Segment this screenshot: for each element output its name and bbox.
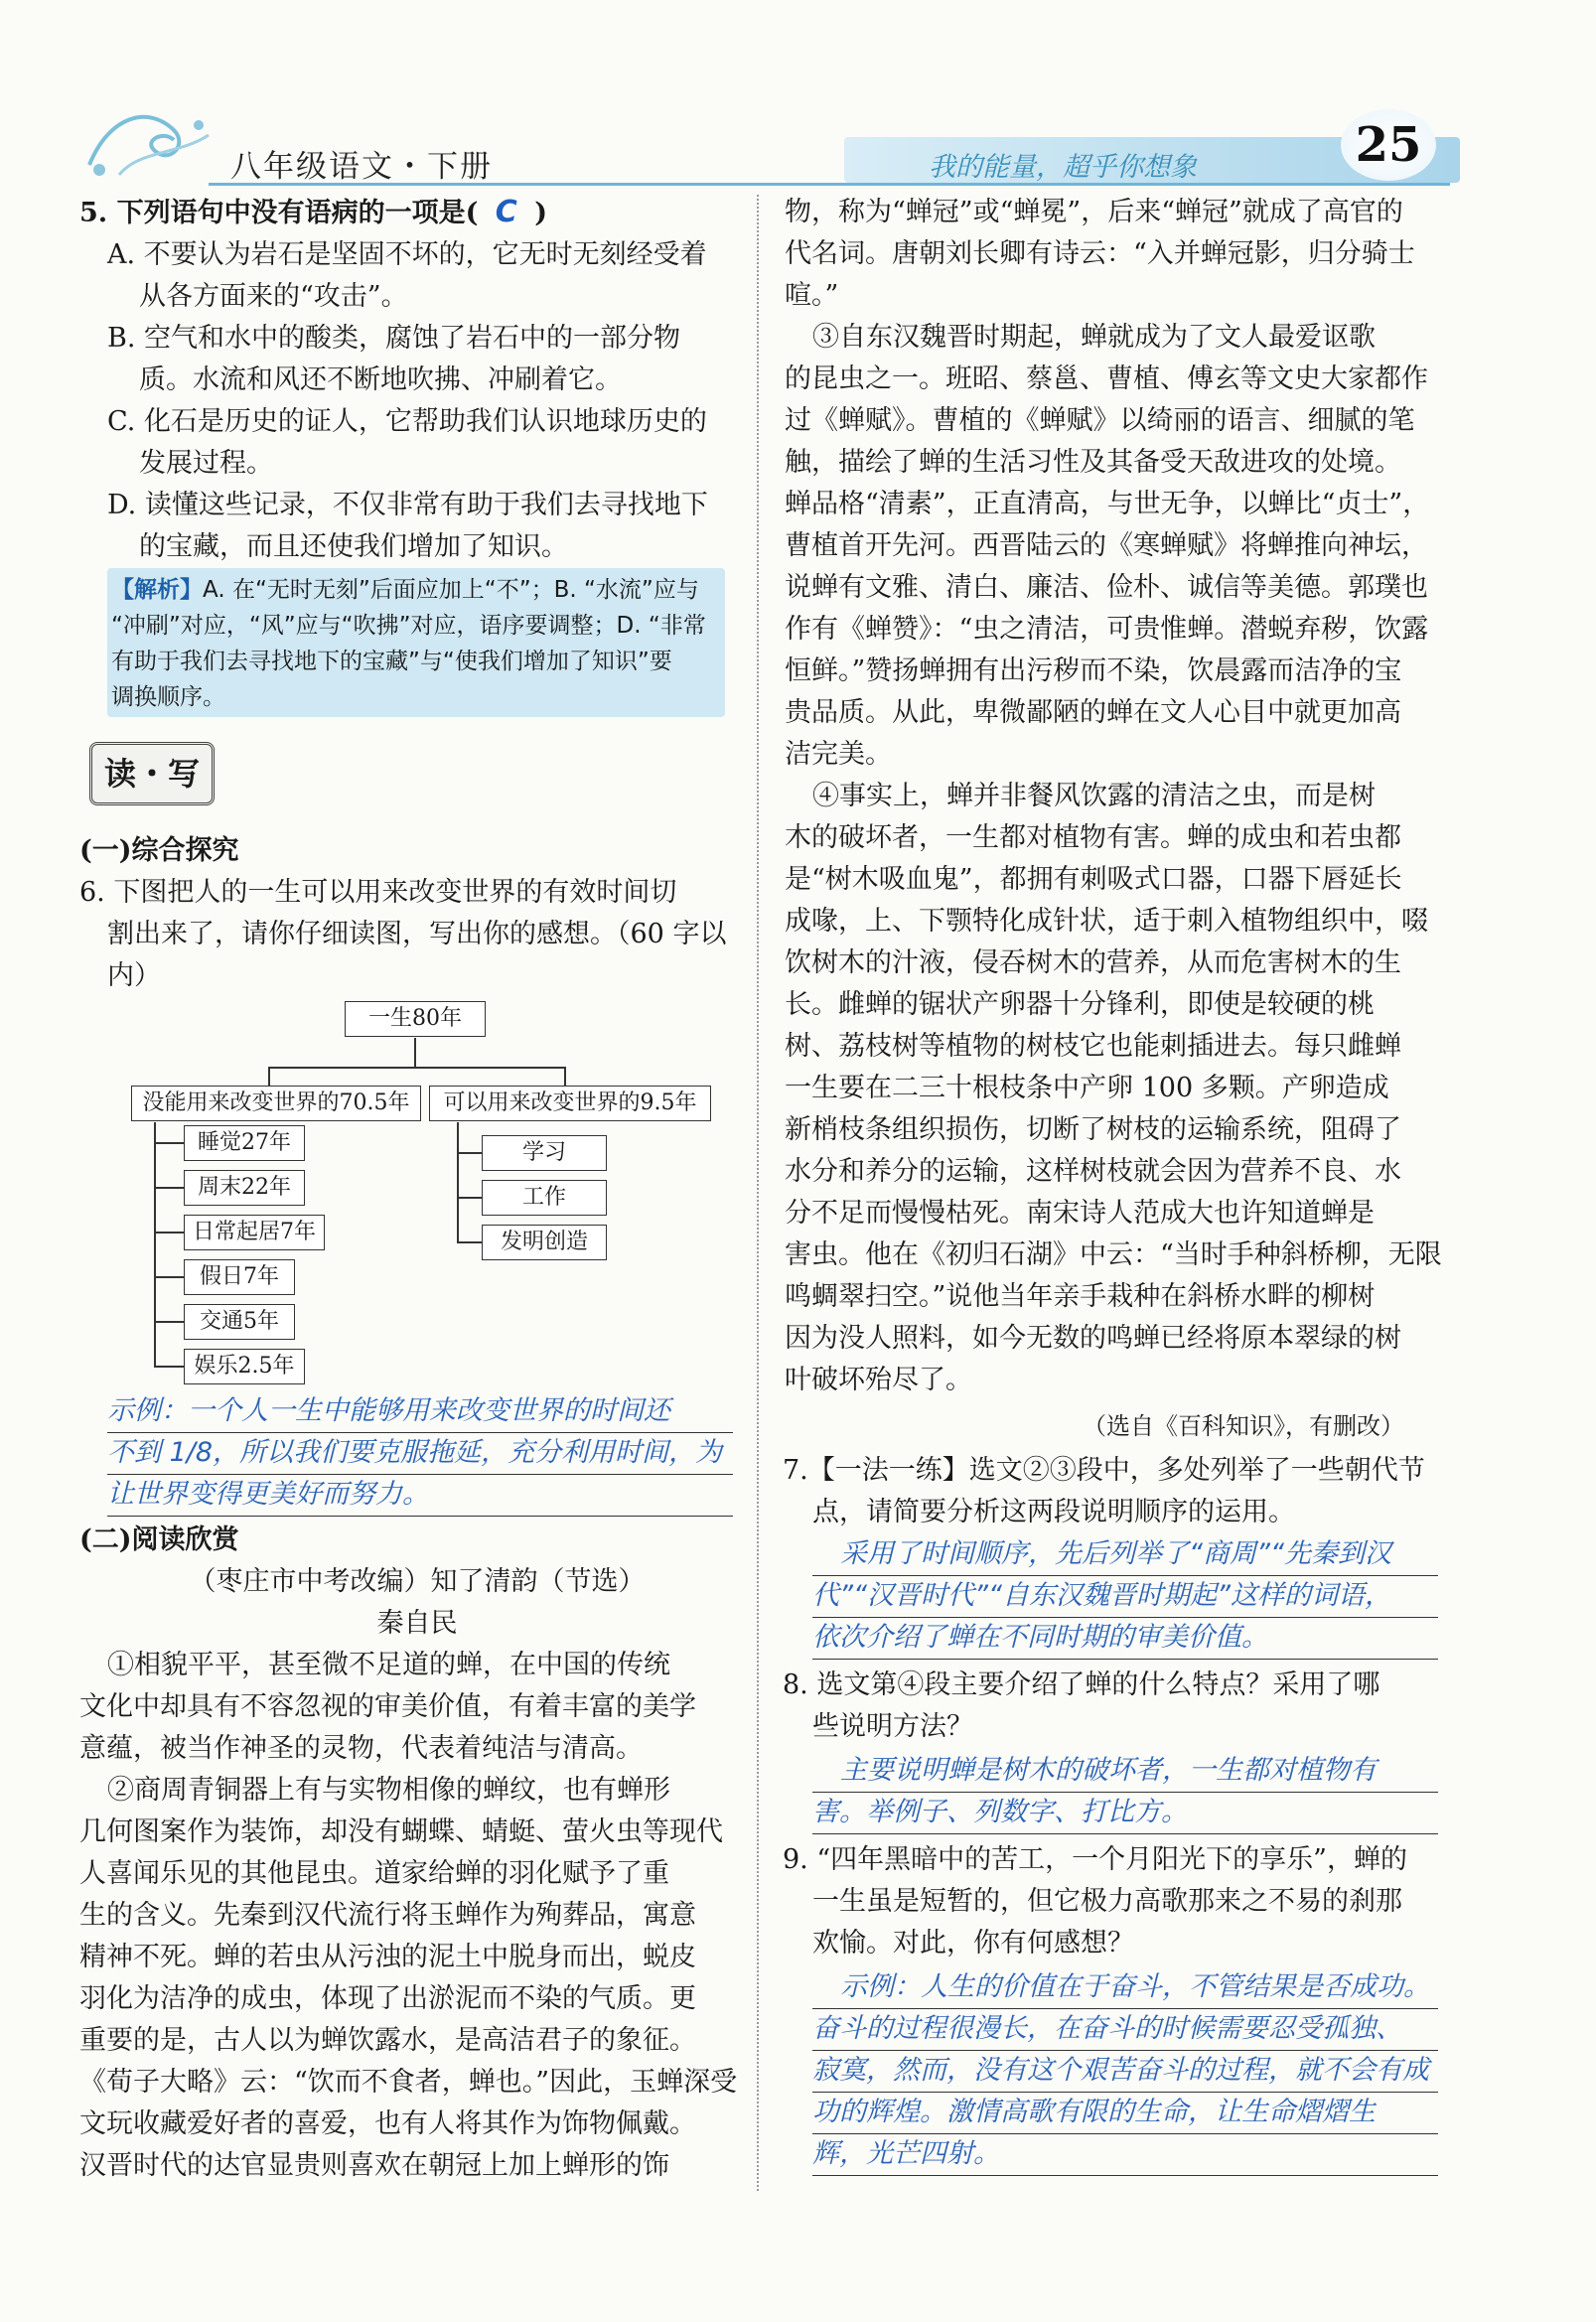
article-line: 精神不死。蝉的若虫从污浊的泥土中脱身而出，蜕皮 bbox=[79, 1942, 696, 1972]
q5-option-line: 发展过程。 bbox=[139, 448, 273, 479]
article-line: 汉晋时代的达官显贵则喜欢在朝冠上加上蝉形的饰 bbox=[79, 2150, 669, 2181]
article-line: 因为没人照料，如今无数的鸣蝉已经将原本翠绿的树 bbox=[785, 1323, 1401, 1354]
article-line: 蝉品格“清素”，正直清高，与世无争，以蝉比“贞士”， bbox=[785, 489, 1430, 519]
article-line: 叶破坏殆尽了。 bbox=[785, 1365, 972, 1395]
part2-title: (二)阅读欣赏 bbox=[79, 1524, 239, 1555]
q6-line: 割出来了，请你仔细读图，写出你的感想。（60 字以 bbox=[107, 919, 727, 949]
analysis-line: “冲刷”对应，“风”应与“吹拂”对应，语序要调整；D. “非常 bbox=[111, 613, 706, 639]
article-line: 一生要在二三十根枝条中产卵 100 多颗。产卵造成 bbox=[785, 1073, 1389, 1103]
q7-answer-line: 采用了时间顺序，先后列举了“商周”“先秦到汉 bbox=[840, 1538, 1391, 1569]
q6-answer-line: 示例：一个人一生中能够用来改变世界的时间还 bbox=[107, 1395, 670, 1426]
article-line: 代名词。唐朝刘长卿有诗云：“入并蝉冠影，归分骑士 bbox=[785, 238, 1415, 269]
article-line: 物，称为“蝉冠”或“蝉冕”，后来“蝉冠”就成了高官的 bbox=[785, 197, 1403, 227]
analysis-line: 调换顺序。 bbox=[111, 684, 225, 710]
article-line: 触，描绘了蝉的生活习性及其备受天敌进攻的处境。 bbox=[785, 447, 1401, 478]
diagram-left-item: 交通5年 bbox=[184, 1304, 295, 1340]
diagram-left-item: 假日7年 bbox=[184, 1259, 295, 1295]
article-line: ①相貌平平，甚至微不足道的蝉，在中国的传统 bbox=[107, 1650, 670, 1680]
article-line: 意蕴，被当作神圣的灵物，代表着纯洁与清高。 bbox=[79, 1733, 643, 1764]
diagram-left-item: 周末22年 bbox=[184, 1170, 305, 1206]
diagram-root: 一生80年 bbox=[345, 1001, 486, 1037]
article-line: 鸣蜩翠扫空。”说他当年亲手栽种在斜桥水畔的柳树 bbox=[785, 1281, 1376, 1312]
article-line: 文玩收藏爱好者的喜爱，也有人将其作为饰物佩戴。 bbox=[79, 2108, 696, 2139]
article-line: 说蝉有文雅、清白、廉洁、俭朴、诚信等美德。郭璞也 bbox=[785, 572, 1428, 603]
article-line: 的昆虫之一。班昭、蔡邕、曹植、傅玄等文史大家都作 bbox=[785, 363, 1428, 394]
article-line: 恒鲜。”赞扬蝉拥有出污秽而不染，饮晨露而洁净的宝 bbox=[785, 655, 1402, 686]
article-line: 新梢枝条组织损伤，切断了树枝的运输系统，阻碍了 bbox=[785, 1114, 1401, 1145]
article-line: 曹植首开先河。西晋陆云的《寒蝉赋》将蝉推向神坛， bbox=[785, 530, 1428, 561]
q8-line: 些说明方法？ bbox=[812, 1711, 973, 1742]
q5-option-line: C. 化石是历史的证人，它帮助我们认识地球历史的 bbox=[107, 406, 707, 437]
q6-answer-line: 不到 1/8，所以我们要克服拖延，充分利用时间，为 bbox=[107, 1437, 723, 1468]
article-citation: （选自《百科知识》，有删改） bbox=[1083, 1412, 1404, 1440]
article-line: 木的破坏者，一生都对植物有害。蝉的成虫和若虫都 bbox=[785, 822, 1401, 853]
q8-answer-line: 主要说明蝉是树木的破坏者，一生都对植物有 bbox=[840, 1755, 1377, 1786]
article-line: 喧。” bbox=[785, 280, 839, 311]
q5-option-line: 的宝藏，而且还使我们增加了知识。 bbox=[139, 531, 568, 562]
q7-answer-line: 代”“汉晋时代”“自东汉魏晋时期起”这样的词语， bbox=[812, 1580, 1391, 1611]
diagram-left-item: 娱乐2.5年 bbox=[184, 1349, 305, 1384]
article-line: 《荀子大略》云：“饮而不食者，蝉也。”因此，玉蝉深受 bbox=[79, 2067, 738, 2098]
q5-answer: C bbox=[495, 195, 517, 229]
q9-line: 9. “四年黑暗中的苦工，一个月阳光下的享乐”，蝉的 bbox=[783, 1844, 1407, 1875]
q9-answer-line: 寂寞，然而，没有这个艰苦奋斗的过程，就不会有成 bbox=[812, 2055, 1429, 2086]
section-badge: 读・写 bbox=[89, 742, 215, 805]
diagram-right-item: 工作 bbox=[482, 1180, 607, 1216]
q6-answer-line: 让世界变得更美好而努力。 bbox=[107, 1479, 429, 1510]
article-line: ④事实上，蝉并非餐风饮露的清洁之虫，而是树 bbox=[812, 781, 1376, 811]
q8-answer-line: 害。举例子、列数字、打比方。 bbox=[812, 1797, 1188, 1827]
q7-line: 点，请简要分析这两段说明顺序的运用。 bbox=[812, 1497, 1295, 1527]
q6-line: 6. 下图把人的一生可以用来改变世界的有效时间切 bbox=[79, 877, 677, 908]
q9-line: 一生虽是短暂的，但它极力高歌那来之不易的刹那 bbox=[812, 1886, 1402, 1917]
part1-title: (一)综合探究 bbox=[79, 835, 239, 866]
q9-answer-line: 功的辉煌。激情高歌有限的生命，让生命熠熠生 bbox=[812, 2097, 1376, 2127]
q5-option-line: B. 空气和水中的酸类，腐蚀了岩石中的一部分物 bbox=[107, 323, 681, 354]
analysis-line: 有助于我们去寻找地下的宝藏”与“使我们增加了知识”要 bbox=[111, 649, 672, 674]
article-line: 生的含义。先秦到汉代流行将玉蝉作为殉葬品，寓意 bbox=[79, 1900, 696, 1931]
diagram-left-branch: 没能用来改变世界的70.5年 bbox=[131, 1086, 421, 1121]
q5-stem: 5. 下列语句中没有语病的一项是( C ) bbox=[79, 195, 547, 229]
article-line: 树、荔枝树等植物的树枝它也能刺插进去。每只雌蝉 bbox=[785, 1031, 1401, 1062]
q5-option-line: A. 不要认为岩石是坚固不坏的，它无时无刻经受着 bbox=[107, 239, 707, 270]
diagram-right-branch: 可以用来改变世界的9.5年 bbox=[429, 1086, 711, 1121]
diagram-right-item: 发明创造 bbox=[482, 1225, 607, 1260]
article-line: 饮树木的汁液，侵吞树木的营养，从而危害树木的生 bbox=[785, 947, 1401, 978]
q7-line: 7.【一法一练】选文②③段中，多处列举了一些朝代节 bbox=[783, 1455, 1425, 1486]
article-line: 是“树木吸血鬼”，都拥有刺吸式口器，口器下唇延长 bbox=[785, 864, 1402, 895]
page-number: 25 bbox=[1341, 109, 1436, 181]
header-slogan: 我的能量，超乎你想象 bbox=[929, 152, 1197, 183]
article-line: 过《蝉赋》。曹植的《蝉赋》以绮丽的语言、细腻的笔 bbox=[785, 405, 1415, 436]
column-divider bbox=[757, 195, 760, 2191]
article-line: 害虫。他在《初归石湖》中云：“当时手种斜桥柳，无限 bbox=[785, 1239, 1442, 1270]
analysis-tag: 【解析】 bbox=[111, 577, 203, 603]
diagram-left-item: 日常起居7年 bbox=[184, 1215, 325, 1250]
article-line: 羽化为洁净的成虫，体现了出淤泥而不染的气质。更 bbox=[79, 1983, 696, 2014]
article-line: 文化中却具有不容忽视的审美价值，有着丰富的美学 bbox=[79, 1691, 696, 1722]
article-line: ③自东汉魏晋时期起，蝉就成为了文人最爱讴歌 bbox=[812, 322, 1376, 353]
diagram-right-item: 学习 bbox=[482, 1135, 607, 1171]
q6-line: 内） bbox=[107, 960, 161, 991]
q7-answer-line: 依次介绍了蝉在不同时期的审美价值。 bbox=[812, 1622, 1268, 1653]
q9-line: 欢愉。对此，你有何感想？ bbox=[812, 1928, 1134, 1959]
article-line: 人喜闻乐见的其他昆虫。道家给蝉的羽化赋予了重 bbox=[79, 1858, 669, 1889]
q5-option-line: 质。水流和风还不断地吹拂、冲刷着它。 bbox=[139, 364, 622, 395]
article-line: 成喙，上、下颚特化成针状，适于刺入植物组织中，啜 bbox=[785, 906, 1428, 937]
article-line: 贵品质。从此，卑微鄙陋的蝉在文人心目中就更加高 bbox=[785, 697, 1401, 728]
q8-line: 8. 选文第④段主要介绍了蝉的什么特点？采用了哪 bbox=[783, 1669, 1380, 1700]
article-line: 分不足而慢慢枯死。南宋诗人范成大也许知道蝉是 bbox=[785, 1198, 1375, 1229]
article-line: 水分和养分的运输，这样树枝就会因为营养不良、水 bbox=[785, 1156, 1401, 1187]
article-line: 几何图案作为装饰，却没有蝴蝶、蜻蜓、萤火虫等现代 bbox=[79, 1816, 723, 1847]
q9-answer-line: 奋斗的过程很漫长，在奋斗的时候需要忍受孤独、 bbox=[812, 2013, 1402, 2044]
article-line: 重要的是，古人以为蝉饮露水，是高洁君子的象征。 bbox=[79, 2025, 696, 2056]
q5-option-line: D. 读懂这些记录，不仅非常有助于我们去寻找地下 bbox=[107, 490, 708, 520]
article-line: 作有《蝉赞》：“虫之清洁，可贵惟蝉。潜蜕弃秽，饮露 bbox=[785, 614, 1429, 645]
q9-answer-line: 辉，光芒四射。 bbox=[812, 2138, 1000, 2169]
article-author: 秦自民 bbox=[376, 1608, 458, 1639]
book-title: 八年级语文・下册 bbox=[230, 149, 493, 185]
diagram-left-item: 睡觉27年 bbox=[184, 1125, 305, 1161]
article-line: 洁完美。 bbox=[785, 739, 892, 770]
article-source: （枣庄市中考改编）知了清韵（节选） bbox=[189, 1566, 646, 1597]
q5-option-line: 从各方面来的“攻击”。 bbox=[139, 281, 408, 312]
analysis-line: 【解析】A. 在“无时无刻”后面应加上“不”；B. “水流”应与 bbox=[111, 577, 699, 603]
article-line: ②商周青铜器上有与实物相像的蝉纹，也有蝉形 bbox=[107, 1775, 670, 1806]
article-line: 长。雌蝉的锯状产卵器十分锋利，即使是较硬的桃 bbox=[785, 989, 1375, 1020]
q9-answer-line: 示例：人生的价值在于奋斗，不管结果是否成功。 bbox=[840, 1971, 1430, 2002]
